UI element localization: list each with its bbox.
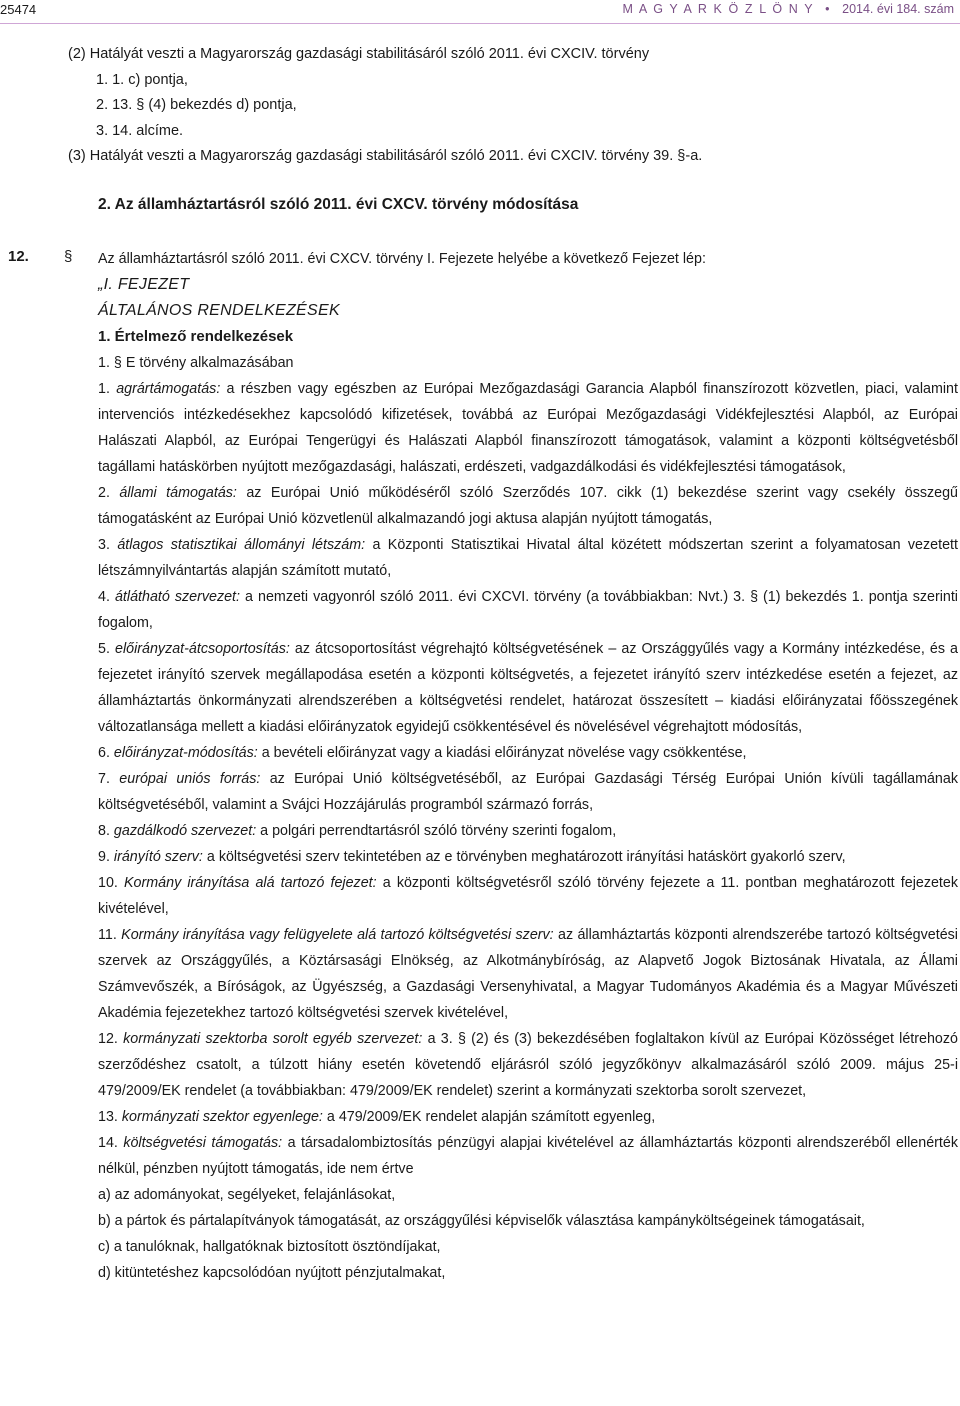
- definition-term: előirányzat-átcsoportosítás:: [115, 641, 290, 657]
- definition-item: [98, 480, 958, 532]
- definition-term: átlagos statisztikai állományi létszám:: [117, 537, 366, 553]
- chapter-number: „I. FEJEZET: [98, 276, 190, 293]
- definition-item: [98, 818, 958, 844]
- repeal-item-1: 1. 1. c) pontja,: [96, 71, 188, 88]
- definition-item: [98, 922, 958, 1026]
- section-heading: 2. Az államháztartásról szóló 2011. évi CXCV. törvény módosítása: [98, 196, 579, 213]
- definition-text: a polgári perrendtartásról szóló törvény szerinti fogalom,: [260, 823, 617, 839]
- definition-number: 3.: [98, 537, 110, 553]
- definition-number: 10.: [98, 875, 118, 891]
- definition-text: az államháztartás központi alrendszerébe tartozó költségvetési szervek az Országgyűlés, a Köztársasági Elnökség, az Alkotmánybíróság, az Alapvető Jogok Biztosának Hivatala, az Állami Számvevőszék, a Bíróságok, az Ügyészség, a Gazdasági Versenyhivatal, a Magyar Tudományos Akadémia és a Magyar Művészeti Akadémia fejezetekhez tartozó költségvetési szervek kivételével,: [98, 927, 958, 1021]
- page-number: 25474: [0, 2, 37, 17]
- repeal-paragraph-2: (2) Hatályát veszti a Magyarország gazdasági stabilitásáról szóló 2011. évi CXCIV. törvény: [68, 46, 650, 62]
- definition-term: irányító szerv:: [113, 849, 203, 865]
- definition-number: 14.: [98, 1135, 118, 1151]
- definition-term: előirányzat-módosítás:: [113, 745, 258, 761]
- paragraph-sign: §: [64, 248, 73, 265]
- definition-item: [98, 870, 958, 922]
- definition-text: az Európai Unió költségvetéséből, az Európai Gazdasági Térség Európai Unión kívüli tagállamának költségvetéséből, valamint a Svájci Hozzájárulás programból származó forrás,: [98, 771, 958, 813]
- definition-item: [98, 1130, 958, 1182]
- definition-list: [98, 376, 958, 1182]
- definition-item: [98, 1104, 958, 1130]
- definition-number: 6.: [98, 745, 110, 761]
- definition-text: a 479/2009/EK rendelet alapján számított egyenleg,: [326, 1109, 656, 1125]
- gazette-title: [623, 2, 954, 16]
- header-rule: [0, 23, 960, 24]
- definition-text: a részben vagy egészben az Európai Mezőgazdasági Garancia Alapból finanszírozott közvetlen, piaci, valamint intervenciós intézkedésekhez kapcsolódó kifizetések, továbbá az Európai Mezőgazdasági Vidékfejlesztési Alapból, az Európai Halászati Alapból, az Európai Tengerügyi és Halászati Alapból finanszírozott támogatások, valamint a központi költségvetésből tagállami hatáskörben nyújtott mezőgazdasági, halászati, erdészeti, vadgazdálkodási és vidékfejlesztési támogatások,: [98, 381, 958, 475]
- definition-item: [98, 376, 958, 480]
- definition-text: az átcsoportosítást végrehajtó költségvetésének – az Országgyűlés vagy a Kormány intézkedése, és a fejezetet irányító szervek megállapodása esetén a központi költségvetés, a fejezetet irányító szerv intézkedése esetén a fejezet, az államháztartás önkormányzati alrendszerében a költségvetési rendelet, határozat összesített – kiadási előirányzatai főösszegének változatlansága mellett a kiadási előirányzatok egyidejű csökkentésével és növelésével végrehajtott módosítás,: [98, 641, 958, 735]
- definition-term: átlátható szervezet:: [114, 589, 240, 605]
- page-header: [0, 0, 960, 24]
- definition-term: Kormány irányítása alá tartozó fejezet:: [124, 875, 377, 891]
- definition-term: kormányzati szektorba sorolt egyéb szervezet:: [123, 1031, 423, 1047]
- definition-item: [98, 766, 958, 818]
- issue-label: 2014. évi 184. szám: [842, 2, 954, 16]
- definition-number: 1.: [98, 381, 110, 397]
- definition-number: 8.: [98, 823, 110, 839]
- definition-number: 5.: [98, 641, 110, 657]
- definition-number: 11.: [98, 927, 117, 943]
- definition-number: 12.: [98, 1031, 118, 1047]
- definition-term: Kormány irányítása vagy felügyelete alá tartozó költségvetési szerv:: [121, 927, 554, 943]
- definition-item: [98, 844, 958, 870]
- definition-term: kormányzati szektor egyenlege:: [121, 1109, 323, 1125]
- repeal-paragraph-3: (3) Hatályát veszti a Magyarország gazdasági stabilitásáról szóló 2011. évi CXCIV. törvény 39. §-a.: [68, 148, 703, 164]
- definition-text: a központi költségvetésről szóló törvény fejezete a 11. pontban meghatározott fejezetek kivételével,: [98, 875, 958, 917]
- definition-term: költségvetési támogatás:: [123, 1135, 283, 1151]
- exception-item: d) kitüntetéshez kapcsolódóan nyújtott pénzjutalmakat,: [98, 1265, 446, 1281]
- definition-item: [98, 584, 958, 636]
- definition-number: 7.: [98, 771, 110, 787]
- definition-text: a nemzeti vagyonról szóló 2011. évi CXCVI. törvény (a továbbiakban: Nvt.) 3. § (1) bekezdés 1. pontja szerinti fogalom,: [98, 589, 958, 631]
- definition-number: 9.: [98, 849, 110, 865]
- definition-item: [98, 532, 958, 584]
- definition-item: [98, 636, 958, 740]
- definition-text: a társadalombiztosítás pénzügyi alapjai kivételével az államháztartás központi alrendszeréből ellenérték nélkül, pénzben nyújtott támogatás, ide nem értve: [98, 1135, 958, 1177]
- definition-term: gazdálkodó szervezet:: [113, 823, 257, 839]
- definition-text: a bevételi előirányzat vagy a kiadási előirányzat növelése vagy csökkentése,: [261, 745, 747, 761]
- definition-item: [98, 740, 958, 766]
- paragraph-body: [98, 246, 958, 1286]
- repeal-provisions: [68, 42, 948, 170]
- definition-term: európai uniós forrás:: [119, 771, 261, 787]
- chapter-title: ÁLTALÁNOS RENDELKEZÉSEK: [98, 302, 340, 319]
- repeal-item-3: 3. 14. alcíme.: [96, 122, 184, 139]
- paragraph-intro: Az államháztartásról szóló 2011. évi CXCV. törvény I. Fejezete helyébe a következő Fejezet lép:: [98, 251, 706, 267]
- definition-item: [98, 1026, 958, 1104]
- repeal-item-2: 2. 13. § (4) bekezdés d) pontja,: [96, 97, 297, 113]
- definition-term: agrártámogatás:: [116, 381, 221, 397]
- definition-number: 4.: [98, 589, 110, 605]
- definition-number: 13.: [98, 1109, 118, 1125]
- subtitle-scope: 1. § E törvény alkalmazásában: [98, 355, 294, 371]
- paragraph-number: 12.: [8, 248, 29, 265]
- subtitle-definitions: 1. Értelmező rendelkezések: [98, 328, 294, 345]
- definition-number: 2.: [98, 485, 110, 501]
- exception-item: c) a tanulóknak, hallgatóknak biztosított ösztöndíjakat,: [98, 1239, 441, 1255]
- definition-text: a költségvetési szerv tekintetében az e törvényben meghatározott irányítási hatáskört gyakorló szerv,: [206, 849, 846, 865]
- definition-text: a 3. § (2) és (3) bekezdésében foglaltakon kívül az Európai Közösséget létrehozó szerződéshez csatolt, a túlzott hiány esetén követendő eljárásról szóló jegyzőkönyv alkalmazásáról szóló 2009. május 25-i 479/2009/EK rendelet (a továbbiakban: 479/2009/EK rendelet) szerint a kormányzati szektorba sorolt szervezet,: [98, 1031, 958, 1099]
- definition-term: állami támogatás:: [119, 485, 237, 501]
- exception-item: b) a pártok és pártalapítványok támogatását, az országgyűlési képviselők választása kampányköltségeinek támogatásait,: [98, 1213, 865, 1229]
- definition-text: az Európai Unió működéséről szóló Szerződés 107. cikk (1) bekezdése szerint vagy csekély összegű támogatásként az Európai Unió közvetlenül alkalmazandó jogi aktusa alapján nyújtott támogatás,: [98, 485, 958, 527]
- separator-dot: •: [825, 2, 832, 16]
- gazette-name: M A G Y A R K Ö Z L Ö N Y: [622, 2, 814, 16]
- definition-text: a Központi Statisztikai Hivatal által közétett módszertan szerint a folyamatosan vezetett létszámnyilvántartás alapján számított mutató,: [98, 537, 958, 579]
- exception-item: a) az adományokat, segélyeket, felajánlásokat,: [98, 1187, 396, 1203]
